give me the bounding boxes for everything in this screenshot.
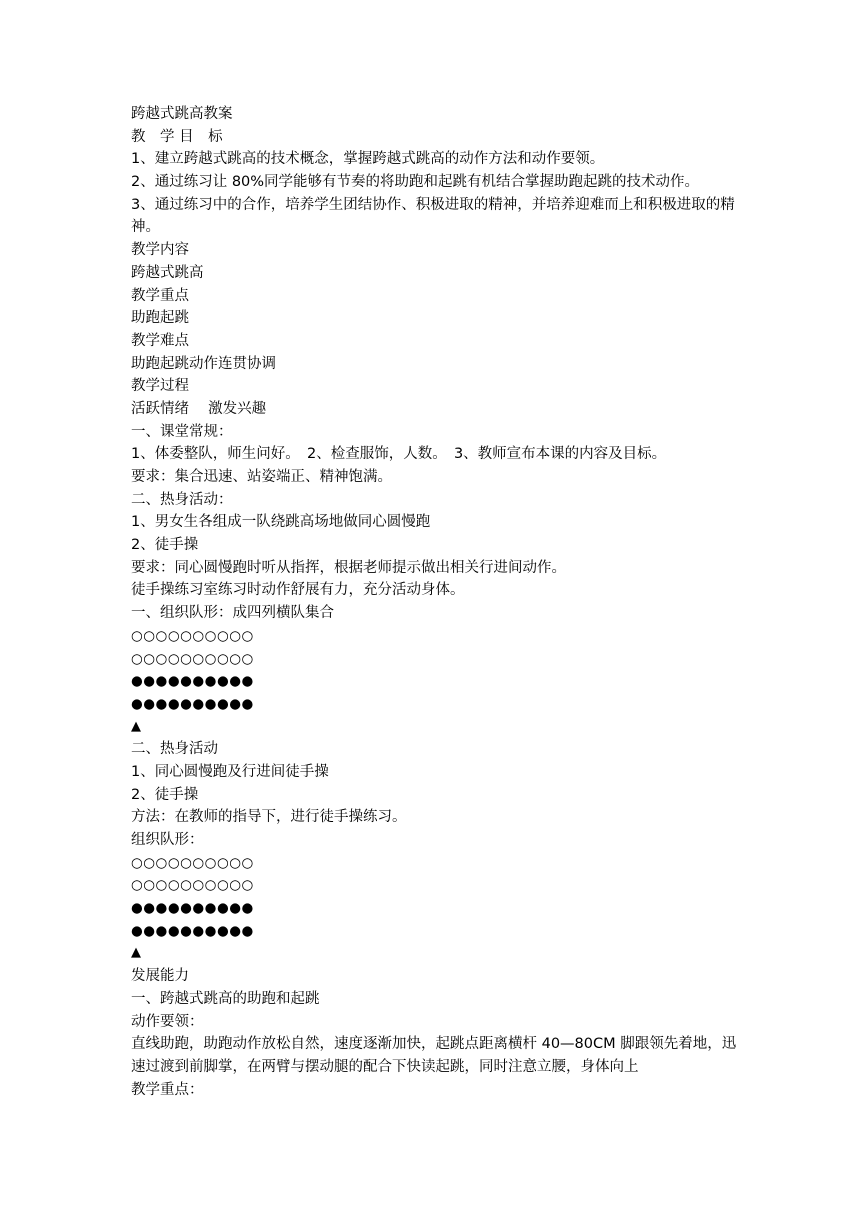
process-text: 2、徒手操 <box>131 537 199 554</box>
objective-item: 1、建立跨越式跳高的技术概念，掌握跨越式跳高的动作方法和动作要领。 <box>131 151 605 168</box>
process-phase-heading: 活跃情绪 激发兴趣 <box>131 400 267 417</box>
formation-row-filled-circles: ●●●●●●●●●● <box>131 922 254 939</box>
section-heading-objectives: 教 学 目 标 <box>131 128 223 145</box>
process-text: 2、徒手操 <box>131 786 199 803</box>
formation-row-open-circles: ○○○○○○○○○○ <box>131 627 254 644</box>
process-text: 方法：在教师的指导下，进行徒手操练习。 <box>131 809 407 826</box>
process-text: 要求：集合迅速、站姿端正、精神饱满。 <box>131 469 392 486</box>
section-heading-difficulty: 教学难点 <box>131 332 189 349</box>
process-text: 徒手操练习室练习时动作舒展有力，充分活动身体。 <box>131 582 465 599</box>
process-text: 要求：同心圆慢跑时听从指挥，根据老师提示做出相关行进间动作。 <box>131 559 566 576</box>
teacher-position-triangle: ▲ <box>131 945 141 961</box>
content-text: 跨越式跳高 <box>131 264 204 281</box>
objective-item: 2、通过练习让 80%同学能够有节奏的将助跑和起跳有机结合掌握助跑起跳的技术动作。 <box>131 174 700 191</box>
section-heading-content: 教学内容 <box>131 242 189 259</box>
document-page <box>131 103 746 1101</box>
process-text: 直线助跑，助跑动作放松自然，速度逐渐加快，起跳点距离横杆 40—80CM 脚跟领先着地，迅速过渡到前脚掌，在两臂与摆动腿的配合下快读起跳，同时注意立腰，身体向上 <box>131 1036 737 1075</box>
formation-row-open-circles: ○○○○○○○○○○ <box>131 650 254 667</box>
difficulty-text: 助跑起跳动作连贯协调 <box>131 355 276 372</box>
key-points-text: 助跑起跳 <box>131 310 189 327</box>
process-text: 1、体委整队，师生问好。 2、检查服饰，人数。 3、教师宣布本课的内容及目标。 <box>131 446 667 463</box>
section-heading-key-points: 教学重点 <box>131 287 189 304</box>
process-subheading: 一、课堂常规： <box>131 423 233 440</box>
formation-row-filled-circles: ●●●●●●●●●● <box>131 900 254 917</box>
formation-row-open-circles: ○○○○○○○○○○ <box>131 854 254 871</box>
teacher-position-triangle: ▲ <box>131 718 141 734</box>
process-subheading: 一、跨越式跳高的助跑和起跳 <box>131 990 320 1007</box>
formation-heading: 组织队形： <box>131 832 204 849</box>
process-subheading: 二、热身活动： <box>131 491 233 508</box>
process-subheading: 动作要领： <box>131 1013 204 1030</box>
process-text: 1、同心圆慢跑及行进间徒手操 <box>131 763 329 780</box>
formation-row-open-circles: ○○○○○○○○○○ <box>131 877 254 894</box>
process-text: 1、男女生各组成一队绕跳高场地做同心圆慢跑 <box>131 514 431 531</box>
formation-heading: 一、组织队形：成四列横队集合 <box>131 605 334 622</box>
section-heading-process: 教学过程 <box>131 378 189 395</box>
document-title: 跨越式跳高教案 <box>131 106 233 122</box>
objective-item: 3、通过练习中的合作，培养学生团结协作、积极进取的精神，并培养迎难而上和积极进取的精神。 <box>131 196 735 236</box>
formation-row-filled-circles: ●●●●●●●●●● <box>131 695 254 712</box>
process-subheading: 教学重点： <box>131 1081 204 1098</box>
process-subheading: 二、热身活动 <box>131 741 218 758</box>
process-phase-heading: 发展能力 <box>131 968 189 985</box>
formation-row-filled-circles: ●●●●●●●●●● <box>131 673 254 690</box>
